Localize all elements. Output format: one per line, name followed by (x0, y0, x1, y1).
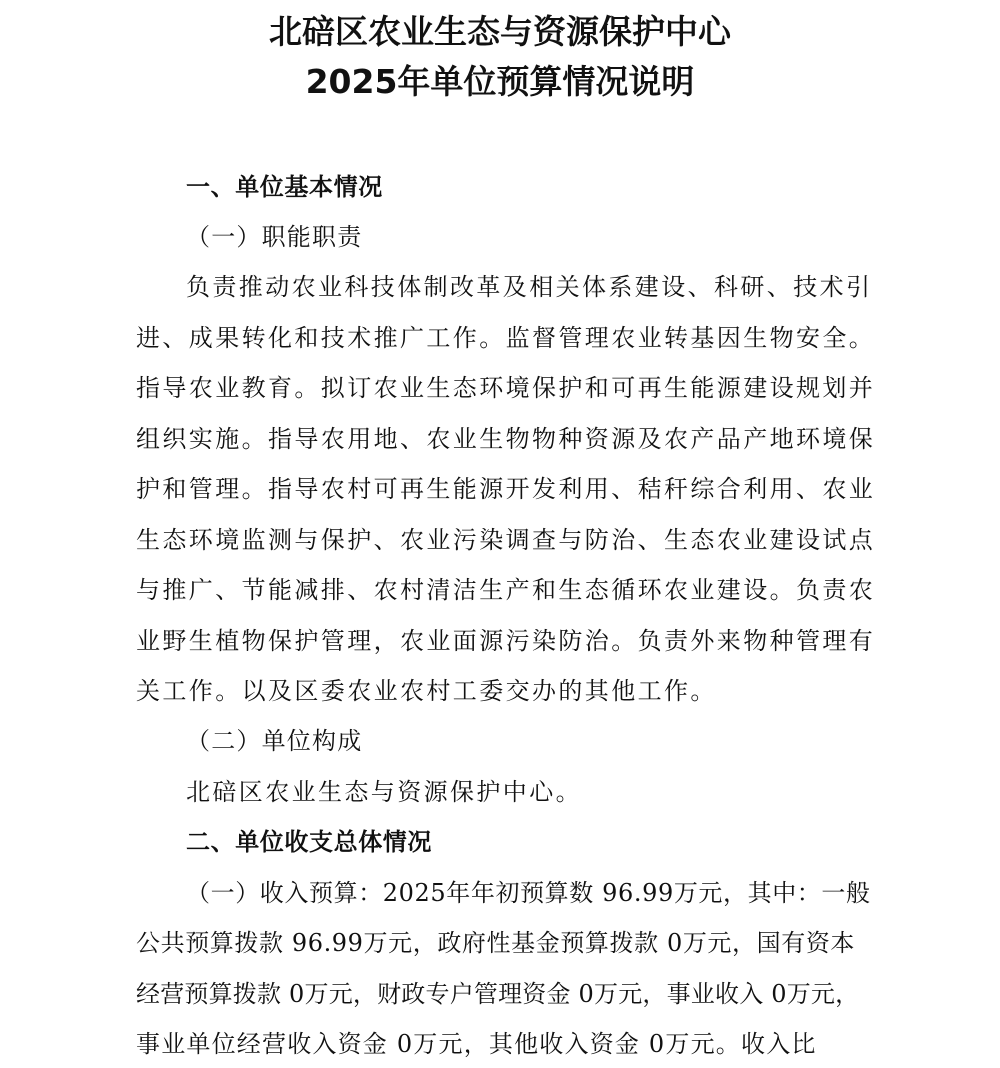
duties-paragraph-line: 与推广、节能减排、农村清洁生产和生态循环农业建设。负责农 (136, 576, 876, 604)
document-title-line1: 北碚区农业生态与资源保护中心 (269, 12, 731, 51)
duties-paragraph-line: 组织实施。指导农用地、农业生物物种资源及农产品产地环境保 (136, 425, 876, 453)
composition-text: 北碚区农业生态与资源保护中心。 (186, 778, 582, 806)
document-title-line2: 2025年单位预算情况说明 (305, 62, 695, 101)
duties-paragraph-line: 护和管理。指导农村可再生能源开发利用、秸秆综合利用、农业 (136, 475, 876, 503)
income-paragraph-line: 事业单位经营收入资金 0万元，其他收入资金 0万元。收入比 (136, 1030, 817, 1058)
sub2-heading: （二）单位构成 (186, 727, 363, 755)
income-paragraph-line: （一）收入预算：2025年年初预算数 96.99万元，其中：一般 (186, 879, 871, 907)
section1-heading: 一、单位基本情况 (186, 173, 383, 201)
duties-paragraph-line: 负责推动农业科技体制改革及相关体系建设、科研、技术引 (186, 273, 873, 301)
duties-paragraph-line: 关工作。以及区委农业农村工委交办的其他工作。 (136, 677, 717, 705)
duties-paragraph-line: 生态环境监测与保护、农业污染调查与防治、生态农业建设试点 (136, 526, 876, 554)
duties-paragraph-line: 业野生植物保护管理，农业面源污染防治。负责外来物种管理有 (136, 627, 876, 655)
duties-paragraph-line: 指导农业教育。拟订农业生态环境保护和可再生能源建设规划并 (136, 374, 876, 402)
duties-paragraph-line: 进、成果转化和技术推广工作。监督管理农业转基因生物安全。 (136, 324, 876, 352)
sub1-heading: （一）职能职责 (186, 223, 363, 251)
income-paragraph-line: 经营预算拨款 0万元，财政专户管理资金 0万元，事业收入 0万元， (136, 980, 860, 1008)
section2-heading: 二、单位收支总体情况 (186, 828, 432, 856)
income-paragraph-line: 公共预算拨款 96.99万元，政府性基金预算拨款 0万元，国有资本 (136, 929, 856, 957)
